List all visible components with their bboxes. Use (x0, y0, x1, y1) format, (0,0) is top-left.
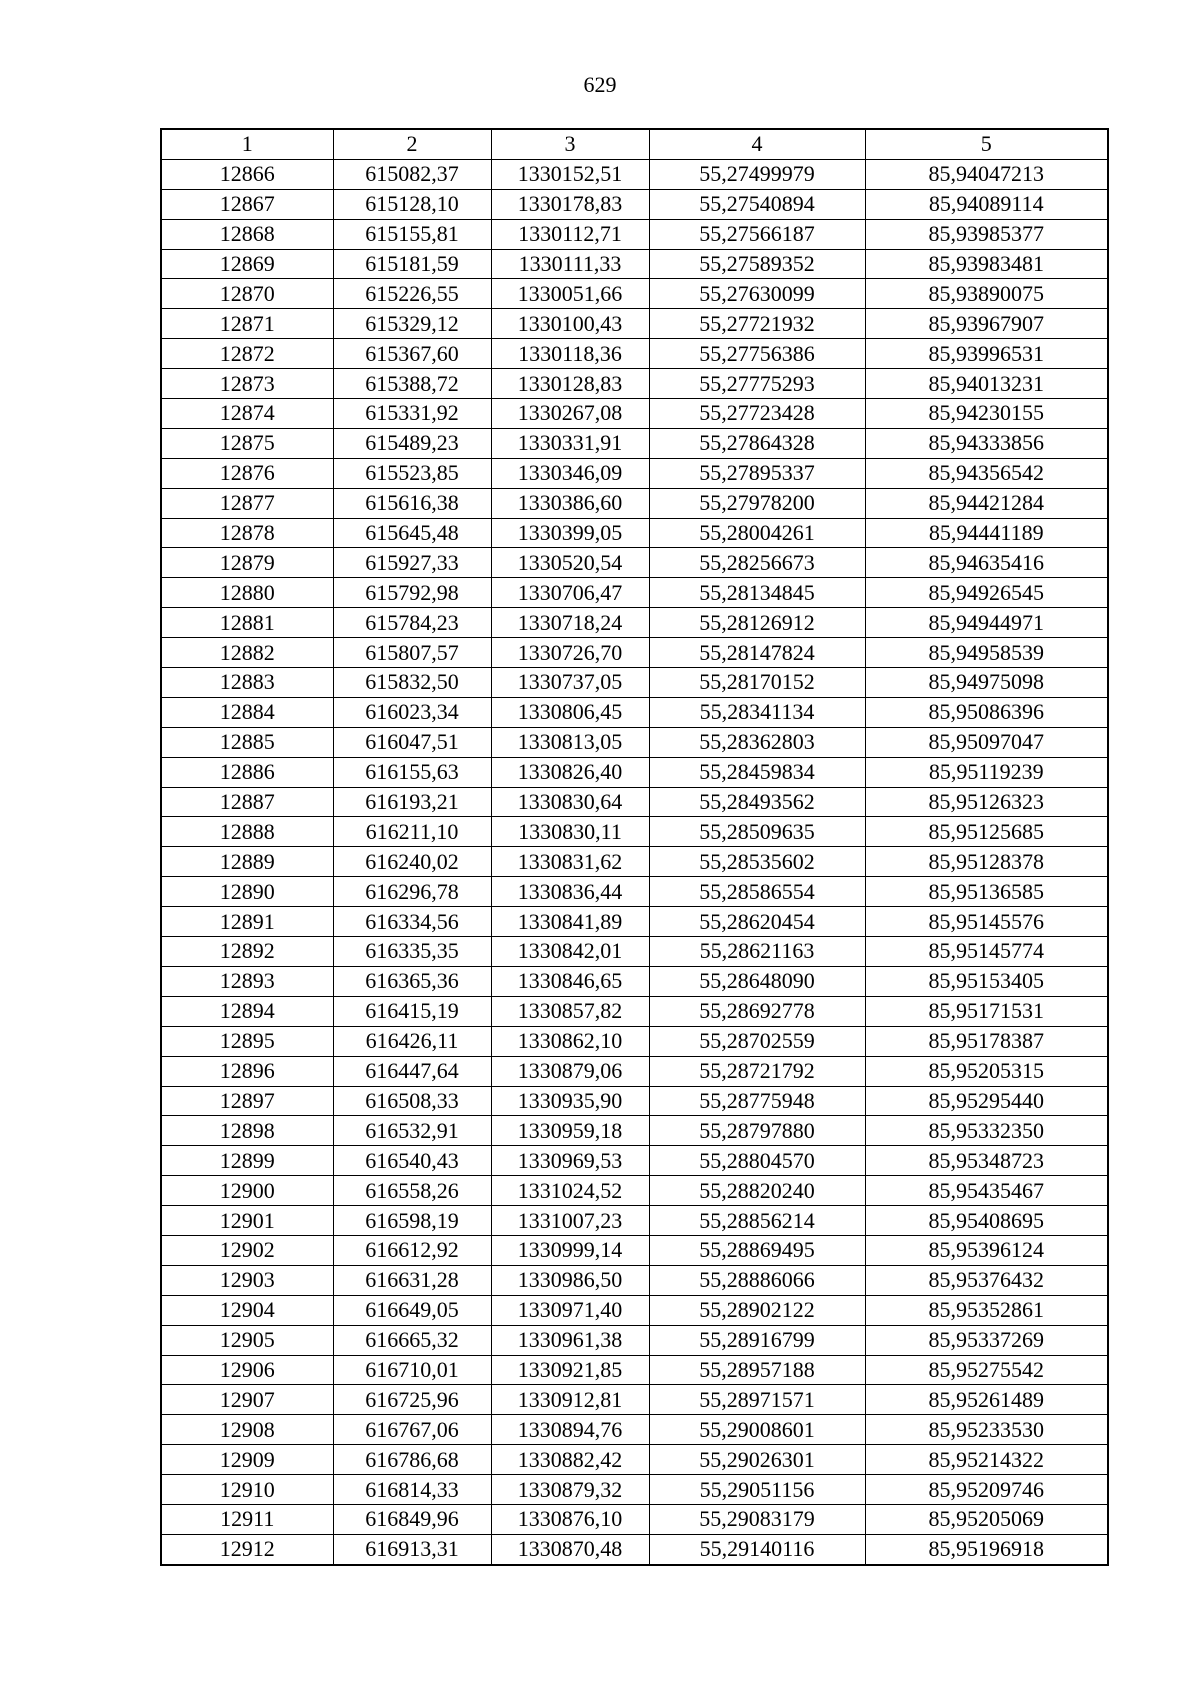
table-cell-col-3: 1330806,45 (491, 697, 649, 727)
table-cell-col-4: 55,28256673 (649, 548, 865, 578)
table-row (161, 1265, 1108, 1295)
table-cell-col-4: 55,28797880 (649, 1116, 865, 1146)
table-row (161, 1176, 1108, 1206)
table-cell-col-3: 1330112,71 (491, 219, 649, 249)
table-cell-col-4: 55,27499979 (649, 159, 865, 189)
table-cell-col-1: 12895 (161, 1026, 333, 1056)
table-cell-col-4: 55,28493562 (649, 787, 865, 817)
table-cell-col-4: 55,28004261 (649, 518, 865, 548)
table-cell-col-4: 55,27864328 (649, 428, 865, 458)
table-row (161, 1295, 1108, 1325)
column-header-4: 4 (649, 129, 865, 159)
table-cell-col-3: 1330999,14 (491, 1235, 649, 1265)
table-cell-col-2: 615128,10 (333, 189, 491, 219)
table-cell-col-4: 55,28886066 (649, 1265, 865, 1295)
table-row (161, 428, 1108, 458)
table-cell-col-1: 12892 (161, 937, 333, 967)
table-row (161, 1415, 1108, 1445)
table-cell-col-3: 1330912,81 (491, 1385, 649, 1415)
table-cell-col-2: 616023,34 (333, 697, 491, 727)
table-cell-col-4: 55,28702559 (649, 1026, 865, 1056)
table-cell-col-4: 55,28535602 (649, 847, 865, 877)
table-cell-col-2: 616155,63 (333, 757, 491, 787)
table-row (161, 757, 1108, 787)
table-cell-col-2: 615792,98 (333, 578, 491, 608)
table-cell-col-1: 12876 (161, 458, 333, 488)
table-row (161, 309, 1108, 339)
table-cell-col-2: 616598,19 (333, 1206, 491, 1236)
table-cell-col-4: 55,28586554 (649, 877, 865, 907)
table-cell-col-3: 1330346,09 (491, 458, 649, 488)
table-cell-col-4: 55,28869495 (649, 1235, 865, 1265)
table-row (161, 219, 1108, 249)
table-cell-col-2: 616415,19 (333, 996, 491, 1026)
table-cell-col-2: 616767,06 (333, 1415, 491, 1445)
table-cell-col-1: 12869 (161, 249, 333, 279)
table-cell-col-5: 85,93967907 (865, 309, 1108, 339)
table-cell-col-1: 12882 (161, 638, 333, 668)
table-cell-col-1: 12866 (161, 159, 333, 189)
table-row (161, 249, 1108, 279)
table-cell-col-1: 12873 (161, 369, 333, 399)
table-cell-col-3: 1330882,42 (491, 1445, 649, 1475)
table-cell-col-1: 12911 (161, 1504, 333, 1534)
table-row (161, 1116, 1108, 1146)
table-row (161, 1086, 1108, 1116)
table-cell-col-2: 615645,48 (333, 518, 491, 548)
table-cell-col-2: 616047,51 (333, 727, 491, 757)
table-cell-col-1: 12894 (161, 996, 333, 1026)
table-cell-col-5: 85,95196918 (865, 1534, 1108, 1564)
table-cell-col-3: 1330737,05 (491, 668, 649, 698)
table-cell-col-2: 616725,96 (333, 1385, 491, 1415)
header-row (161, 129, 1108, 159)
table-cell-col-5: 85,93983481 (865, 249, 1108, 279)
table-cell-col-1: 12879 (161, 548, 333, 578)
table-cell-col-3: 1330051,66 (491, 279, 649, 309)
table-row (161, 488, 1108, 518)
table-cell-col-4: 55,28134845 (649, 578, 865, 608)
table-cell-col-3: 1330935,90 (491, 1086, 649, 1116)
table-cell-col-2: 615226,55 (333, 279, 491, 309)
table-row (161, 458, 1108, 488)
table-cell-col-4: 55,28620454 (649, 907, 865, 937)
table-cell-col-4: 55,28509635 (649, 817, 865, 847)
table-cell-col-1: 12905 (161, 1325, 333, 1355)
table-cell-col-5: 85,95233530 (865, 1415, 1108, 1445)
table-cell-col-4: 55,27895337 (649, 458, 865, 488)
table-cell-col-1: 12909 (161, 1445, 333, 1475)
table-cell-col-4: 55,27723428 (649, 399, 865, 429)
table-row (161, 1206, 1108, 1236)
table-cell-col-4: 55,29140116 (649, 1534, 865, 1564)
table-row (161, 1445, 1108, 1475)
table-cell-col-3: 1330857,82 (491, 996, 649, 1026)
table-cell-col-2: 615927,33 (333, 548, 491, 578)
table-cell-col-2: 615329,12 (333, 309, 491, 339)
table-cell-col-5: 85,94356542 (865, 458, 1108, 488)
table-cell-col-3: 1330331,91 (491, 428, 649, 458)
table-cell-col-3: 1330706,47 (491, 578, 649, 608)
table-cell-col-4: 55,29083179 (649, 1504, 865, 1534)
table-cell-col-2: 615832,50 (333, 668, 491, 698)
column-header-1: 1 (161, 129, 333, 159)
table-cell-col-3: 1330111,33 (491, 249, 649, 279)
table-cell-col-2: 616612,92 (333, 1235, 491, 1265)
table-cell-col-1: 12877 (161, 488, 333, 518)
table-cell-col-1: 12872 (161, 339, 333, 369)
table-cell-col-3: 1330399,05 (491, 518, 649, 548)
table-cell-col-5: 85,95136585 (865, 877, 1108, 907)
table-row (161, 339, 1108, 369)
table-cell-col-2: 616665,32 (333, 1325, 491, 1355)
table-cell-col-3: 1330152,51 (491, 159, 649, 189)
table-cell-col-4: 55,27721932 (649, 309, 865, 339)
table-cell-col-2: 616786,68 (333, 1445, 491, 1475)
table-cell-col-3: 1330830,11 (491, 817, 649, 847)
table-cell-col-1: 12908 (161, 1415, 333, 1445)
table-cell-col-5: 85,95408695 (865, 1206, 1108, 1236)
table-cell-col-1: 12902 (161, 1235, 333, 1265)
table-cell-col-3: 1330894,76 (491, 1415, 649, 1445)
table-cell-col-3: 1330726,70 (491, 638, 649, 668)
table-cell-col-4: 55,27589352 (649, 249, 865, 279)
table-cell-col-2: 616631,28 (333, 1265, 491, 1295)
table-row (161, 1355, 1108, 1385)
table-row (161, 817, 1108, 847)
table-cell-col-4: 55,28126912 (649, 608, 865, 638)
table-cell-col-3: 1330862,10 (491, 1026, 649, 1056)
table-cell-col-2: 615331,92 (333, 399, 491, 429)
table-cell-col-5: 85,93890075 (865, 279, 1108, 309)
table-row (161, 399, 1108, 429)
table-row (161, 787, 1108, 817)
table-cell-col-4: 55,28721792 (649, 1056, 865, 1086)
table-row (161, 1325, 1108, 1355)
table-cell-col-1: 12868 (161, 219, 333, 249)
table-cell-col-5: 85,95376432 (865, 1265, 1108, 1295)
table-cell-col-4: 55,27566187 (649, 219, 865, 249)
table-cell-col-5: 85,95396124 (865, 1235, 1108, 1265)
table-cell-col-5: 85,94958539 (865, 638, 1108, 668)
table-cell-col-4: 55,27540894 (649, 189, 865, 219)
table-header (161, 129, 1108, 159)
table-cell-col-3: 1330813,05 (491, 727, 649, 757)
table-cell-col-5: 85,95337269 (865, 1325, 1108, 1355)
table-cell-col-2: 616649,05 (333, 1295, 491, 1325)
table-cell-col-3: 1331007,23 (491, 1206, 649, 1236)
table-cell-col-1: 12887 (161, 787, 333, 817)
table-cell-col-2: 616913,31 (333, 1534, 491, 1564)
table-cell-col-4: 55,28692778 (649, 996, 865, 1026)
table-cell-col-3: 1330870,48 (491, 1534, 649, 1564)
table-cell-col-2: 615388,72 (333, 369, 491, 399)
table-row (161, 1475, 1108, 1505)
table-cell-col-5: 85,95097047 (865, 727, 1108, 757)
table-cell-col-1: 12896 (161, 1056, 333, 1086)
table-cell-col-4: 55,28775948 (649, 1086, 865, 1116)
table-cell-col-5: 85,95145774 (865, 937, 1108, 967)
table-cell-col-5: 85,95214322 (865, 1445, 1108, 1475)
table-row (161, 996, 1108, 1026)
table-cell-col-1: 12881 (161, 608, 333, 638)
table-cell-col-5: 85,95126323 (865, 787, 1108, 817)
table-cell-col-4: 55,27978200 (649, 488, 865, 518)
table-cell-col-1: 12884 (161, 697, 333, 727)
column-header-5: 5 (865, 129, 1108, 159)
table-cell-col-1: 12878 (161, 518, 333, 548)
table-cell-col-5: 85,94421284 (865, 488, 1108, 518)
table-cell-col-4: 55,28971571 (649, 1385, 865, 1415)
table-row (161, 189, 1108, 219)
table-row (161, 518, 1108, 548)
table-cell-col-1: 12906 (161, 1355, 333, 1385)
table-cell-col-4: 55,27630099 (649, 279, 865, 309)
table-cell-col-2: 615807,57 (333, 638, 491, 668)
table-cell-col-5: 85,94047213 (865, 159, 1108, 189)
table-cell-col-4: 55,28459834 (649, 757, 865, 787)
table-cell-col-5: 85,94635416 (865, 548, 1108, 578)
table-cell-col-3: 1330842,01 (491, 937, 649, 967)
table-cell-col-1: 12874 (161, 399, 333, 429)
table-cell-col-1: 12871 (161, 309, 333, 339)
table-cell-col-3: 1330128,83 (491, 369, 649, 399)
table-cell-col-3: 1330921,85 (491, 1355, 649, 1385)
table-cell-col-2: 615784,23 (333, 608, 491, 638)
table-cell-col-4: 55,28820240 (649, 1176, 865, 1206)
table-cell-col-3: 1330267,08 (491, 399, 649, 429)
table-cell-col-4: 55,27775293 (649, 369, 865, 399)
table-cell-col-5: 85,95128378 (865, 847, 1108, 877)
table-row (161, 578, 1108, 608)
table-cell-col-5: 85,95125685 (865, 817, 1108, 847)
table-cell-col-1: 12900 (161, 1176, 333, 1206)
table-cell-col-4: 55,28621163 (649, 937, 865, 967)
table-body (161, 159, 1108, 1564)
table-cell-col-5: 85,95086396 (865, 697, 1108, 727)
table-cell-col-4: 55,28362803 (649, 727, 865, 757)
table-row (161, 1385, 1108, 1415)
table-cell-col-1: 12912 (161, 1534, 333, 1564)
table-cell-col-1: 12890 (161, 877, 333, 907)
table-cell-col-4: 55,28902122 (649, 1295, 865, 1325)
table-cell-col-5: 85,94926545 (865, 578, 1108, 608)
table-cell-col-3: 1330961,38 (491, 1325, 649, 1355)
table-cell-col-2: 616334,56 (333, 907, 491, 937)
table-cell-col-1: 12899 (161, 1146, 333, 1176)
table-cell-col-3: 1330969,53 (491, 1146, 649, 1176)
table-cell-col-5: 85,95205069 (865, 1504, 1108, 1534)
table-cell-col-1: 12888 (161, 817, 333, 847)
table-row (161, 727, 1108, 757)
table-cell-col-5: 85,95332350 (865, 1116, 1108, 1146)
table-row (161, 1504, 1108, 1534)
table-cell-col-4: 55,28804570 (649, 1146, 865, 1176)
table-row (161, 369, 1108, 399)
table-cell-col-4: 55,28147824 (649, 638, 865, 668)
table-cell-col-5: 85,93985377 (865, 219, 1108, 249)
table-cell-col-2: 615181,59 (333, 249, 491, 279)
table-row (161, 1235, 1108, 1265)
table-cell-col-3: 1330386,60 (491, 488, 649, 518)
table-cell-col-4: 55,28341134 (649, 697, 865, 727)
table-cell-col-3: 1330971,40 (491, 1295, 649, 1325)
table-cell-col-4: 55,28916799 (649, 1325, 865, 1355)
table-cell-col-5: 85,94089114 (865, 189, 1108, 219)
table-cell-col-5: 85,94013231 (865, 369, 1108, 399)
table-cell-col-4: 55,28648090 (649, 966, 865, 996)
table-cell-col-5: 85,94441189 (865, 518, 1108, 548)
table-row (161, 1146, 1108, 1176)
table-cell-col-5: 85,94333856 (865, 428, 1108, 458)
table-cell-col-5: 85,95261489 (865, 1385, 1108, 1415)
table-row (161, 1056, 1108, 1086)
table-cell-col-5: 85,95153405 (865, 966, 1108, 996)
table-cell-col-5: 85,95145576 (865, 907, 1108, 937)
table-row (161, 668, 1108, 698)
table-cell-col-2: 615523,85 (333, 458, 491, 488)
table-cell-col-2: 616296,78 (333, 877, 491, 907)
page-number: 629 (583, 72, 617, 97)
table-row (161, 548, 1108, 578)
table-cell-col-5: 85,95352861 (865, 1295, 1108, 1325)
table-cell-col-4: 55,28856214 (649, 1206, 865, 1236)
table-cell-col-3: 1330718,24 (491, 608, 649, 638)
table-cell-col-1: 12885 (161, 727, 333, 757)
table-cell-col-3: 1330100,43 (491, 309, 649, 339)
table-cell-col-3: 1330876,10 (491, 1504, 649, 1534)
table-cell-col-4: 55,29008601 (649, 1415, 865, 1445)
table-cell-col-5: 85,95171531 (865, 996, 1108, 1026)
table-row (161, 1534, 1108, 1564)
table-cell-col-1: 12880 (161, 578, 333, 608)
table-cell-col-3: 1330846,65 (491, 966, 649, 996)
table-cell-col-3: 1330826,40 (491, 757, 649, 787)
table-cell-col-2: 616240,02 (333, 847, 491, 877)
table-cell-col-1: 12910 (161, 1475, 333, 1505)
column-header-3: 3 (491, 129, 649, 159)
table-cell-col-3: 1330879,06 (491, 1056, 649, 1086)
table-row (161, 697, 1108, 727)
table-row (161, 966, 1108, 996)
table-row (161, 847, 1108, 877)
table-cell-col-2: 616558,26 (333, 1176, 491, 1206)
table-cell-col-4: 55,28957188 (649, 1355, 865, 1385)
column-header-2: 2 (333, 129, 491, 159)
table-cell-col-1: 12903 (161, 1265, 333, 1295)
table-cell-col-5: 85,95178387 (865, 1026, 1108, 1056)
table-cell-col-3: 1330986,50 (491, 1265, 649, 1295)
table-cell-col-1: 12891 (161, 907, 333, 937)
table-cell-col-5: 85,94975098 (865, 668, 1108, 698)
table-cell-col-5: 85,95348723 (865, 1146, 1108, 1176)
table-cell-col-3: 1330831,62 (491, 847, 649, 877)
coordinates-table (160, 128, 1109, 1566)
table-cell-col-3: 1330959,18 (491, 1116, 649, 1146)
table-cell-col-4: 55,29026301 (649, 1445, 865, 1475)
table-row (161, 937, 1108, 967)
table-row (161, 638, 1108, 668)
table-cell-col-5: 85,95275542 (865, 1355, 1108, 1385)
table-cell-col-3: 1330520,54 (491, 548, 649, 578)
table-cell-col-1: 12875 (161, 428, 333, 458)
table-cell-col-2: 615082,37 (333, 159, 491, 189)
table-cell-col-1: 12904 (161, 1295, 333, 1325)
table-cell-col-1: 12889 (161, 847, 333, 877)
table-row (161, 279, 1108, 309)
table-cell-col-2: 616211,10 (333, 817, 491, 847)
table-cell-col-2: 615155,81 (333, 219, 491, 249)
table-cell-col-2: 616814,33 (333, 1475, 491, 1505)
table-cell-col-3: 1330836,44 (491, 877, 649, 907)
table-cell-col-5: 85,95435467 (865, 1176, 1108, 1206)
table-cell-col-5: 85,93996531 (865, 339, 1108, 369)
table-cell-col-2: 615616,38 (333, 488, 491, 518)
table-cell-col-2: 616193,21 (333, 787, 491, 817)
table-cell-col-4: 55,29051156 (649, 1475, 865, 1505)
table-cell-col-3: 1330830,64 (491, 787, 649, 817)
table-cell-col-5: 85,94230155 (865, 399, 1108, 429)
table-cell-col-1: 12893 (161, 966, 333, 996)
table-cell-col-5: 85,95209746 (865, 1475, 1108, 1505)
table-cell-col-1: 12898 (161, 1116, 333, 1146)
table-cell-col-2: 616532,91 (333, 1116, 491, 1146)
table-row (161, 159, 1108, 189)
table-cell-col-2: 615367,60 (333, 339, 491, 369)
table-cell-col-2: 615489,23 (333, 428, 491, 458)
table-row (161, 608, 1108, 638)
table-cell-col-4: 55,27756386 (649, 339, 865, 369)
table-cell-col-2: 616540,43 (333, 1146, 491, 1176)
table-cell-col-5: 85,94944971 (865, 608, 1108, 638)
table-cell-col-5: 85,95205315 (865, 1056, 1108, 1086)
table-cell-col-2: 616508,33 (333, 1086, 491, 1116)
table-cell-col-1: 12907 (161, 1385, 333, 1415)
table-row (161, 1026, 1108, 1056)
table-cell-col-5: 85,95119239 (865, 757, 1108, 787)
table-cell-col-1: 12867 (161, 189, 333, 219)
table-cell-col-1: 12901 (161, 1206, 333, 1236)
table-cell-col-3: 1330841,89 (491, 907, 649, 937)
table-cell-col-1: 12886 (161, 757, 333, 787)
table-cell-col-3: 1330118,36 (491, 339, 649, 369)
table-cell-col-1: 12870 (161, 279, 333, 309)
table-cell-col-3: 1330879,32 (491, 1475, 649, 1505)
table-cell-col-2: 616335,35 (333, 937, 491, 967)
table-row (161, 907, 1108, 937)
table-cell-col-3: 1330178,83 (491, 189, 649, 219)
table-row (161, 877, 1108, 907)
table-cell-col-2: 616447,64 (333, 1056, 491, 1086)
table-cell-col-1: 12883 (161, 668, 333, 698)
table-cell-col-2: 616365,36 (333, 966, 491, 996)
table-cell-col-4: 55,28170152 (649, 668, 865, 698)
table-cell-col-2: 616849,96 (333, 1504, 491, 1534)
table-cell-col-2: 616426,11 (333, 1026, 491, 1056)
table-cell-col-2: 616710,01 (333, 1355, 491, 1385)
table-cell-col-5: 85,95295440 (865, 1086, 1108, 1116)
table-cell-col-3: 1331024,52 (491, 1176, 649, 1206)
table-cell-col-1: 12897 (161, 1086, 333, 1116)
